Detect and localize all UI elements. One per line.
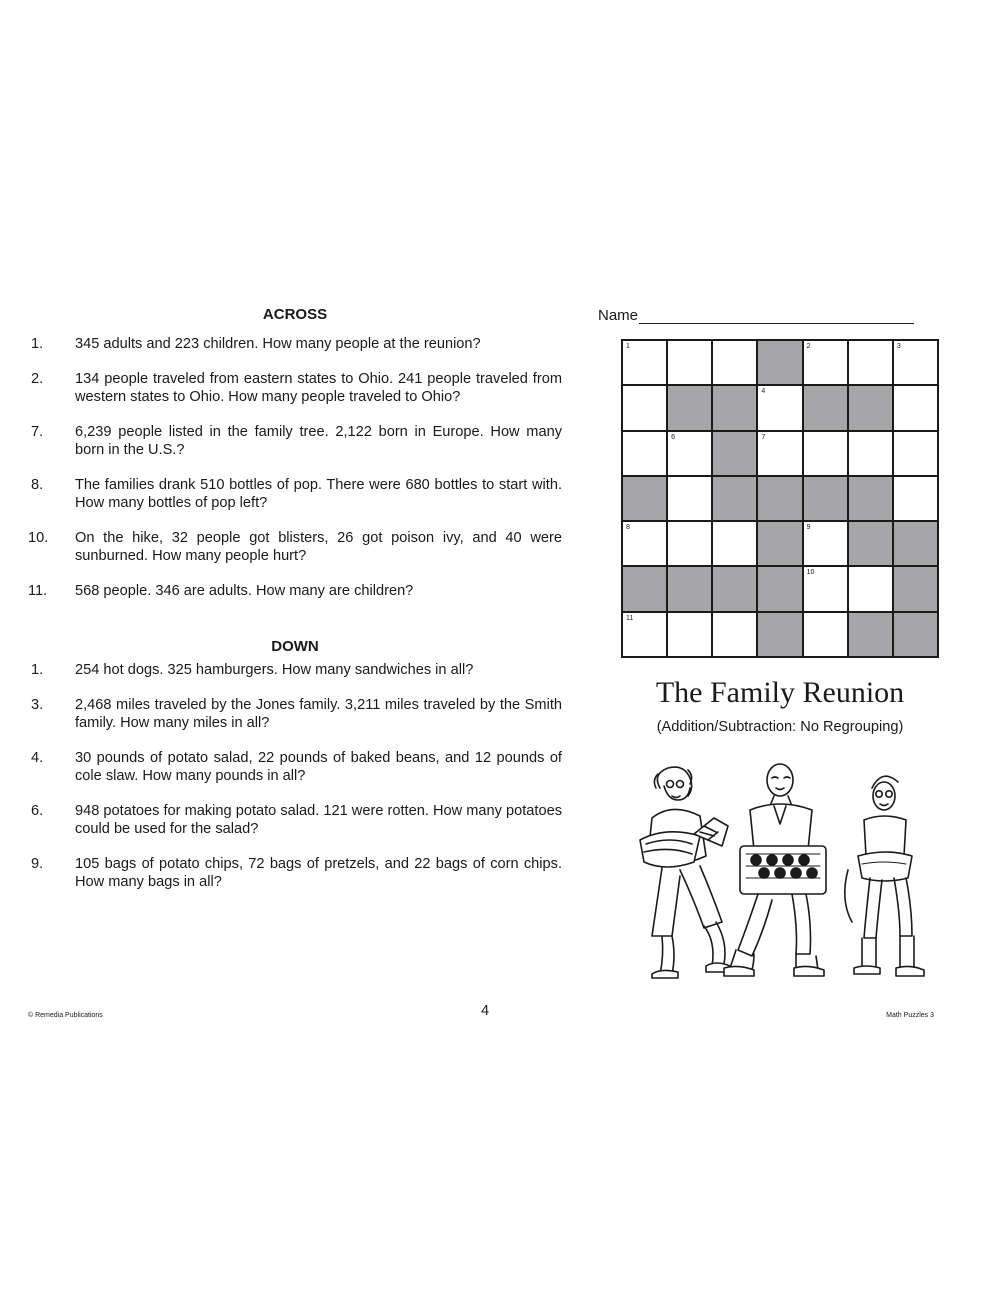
crossword-block (622, 566, 667, 611)
down-clues (28, 661, 562, 891)
crossword-cell[interactable] (712, 340, 757, 385)
down-clue-1: 1. 254 hot dogs. 325 hamburgers. How many sandwiches in all? (31, 662, 474, 678)
crossword-cell[interactable] (757, 385, 802, 430)
crossword-cell[interactable] (667, 476, 712, 521)
crossword-block (893, 566, 938, 611)
crossword-cell[interactable] (893, 431, 938, 476)
across-clue-11: 11. 568 people. 346 are adults. How many are children? (28, 583, 414, 599)
crossword-block (712, 385, 757, 430)
down-clue-6: 6. 948 potatoes for making potato salad. 121 were rotten. How many potatoes could be used for the salad? (31, 803, 562, 837)
crossword-cell[interactable] (803, 566, 848, 611)
crossword-block (848, 521, 893, 566)
down-clue-3: 3. 2,468 miles traveled by the Jones family. 3,211 miles traveled by the Smith family. How many miles in all? (31, 697, 562, 731)
crossword-cell[interactable] (893, 476, 938, 521)
clue-number: 8 (626, 524, 630, 532)
crossword-cell[interactable] (757, 431, 802, 476)
clue-number: 11 (626, 614, 634, 622)
crossword-cell[interactable] (848, 566, 893, 611)
down-clue-4: 4. 30 pounds of potato salad, 22 pounds of baked beans, and 12 pounds of cole slaw. How many pounds in all? (31, 750, 562, 784)
clue-number: 4 (761, 388, 766, 396)
crossword-cell[interactable] (712, 521, 757, 566)
crossword-block (757, 566, 802, 611)
crossword-block (712, 431, 757, 476)
crossword-cell[interactable] (622, 521, 667, 566)
crossword-cell[interactable] (667, 340, 712, 385)
crossword-block (803, 385, 848, 430)
man-figure (724, 764, 826, 976)
down-clue-9: 9. 105 bags of potato chips, 72 bags of pretzels, and 22 bags of corn chips. How many bags in all? (31, 856, 562, 890)
name-field[interactable] (598, 307, 914, 324)
crossword-cell[interactable] (712, 612, 757, 657)
crossword-cell[interactable] (803, 431, 848, 476)
footer-copyright: © Remedia Publications (28, 1012, 103, 1019)
crossword-cell[interactable] (803, 521, 848, 566)
crossword-block (757, 521, 802, 566)
crossword-block (848, 476, 893, 521)
crossword-cell[interactable] (622, 385, 667, 430)
down-heading: DOWN (271, 638, 319, 655)
crossword-grid (621, 339, 939, 658)
page-number: 4 (480, 1003, 490, 1019)
crossword-cell[interactable] (893, 340, 938, 385)
clue-number: 10 (806, 569, 815, 577)
across-clue-2: 2. 134 people traveled from eastern states to Ohio. 241 people traveled from western states to Ohio. How many people traveled to Ohio? (31, 371, 562, 405)
crossword-cell[interactable] (667, 431, 712, 476)
across-clue-10: 10. On the hike, 32 people got blisters, 26 got poison ivy, and 40 were sunburned. How many people hurt? (28, 530, 562, 564)
crossword-block (757, 612, 802, 657)
woman-figure (640, 767, 730, 978)
name-line[interactable] (639, 309, 914, 324)
crossword-block (712, 476, 757, 521)
across-clue-7: 7. 6,239 people listed in the family tree. 2,122 born in Europe. How many born in the U.S.? (31, 424, 562, 458)
across-heading: ACROSS (262, 306, 328, 323)
crossword-cell[interactable] (622, 340, 667, 385)
across-clue-8: 8. The families drank 510 bottles of pop. There were 680 bottles to start with. How many bottles of pop left? (31, 477, 562, 511)
crossword-block (667, 566, 712, 611)
crossword-cell[interactable] (848, 431, 893, 476)
page-title: The Family Reunion (655, 676, 905, 709)
crossword-cell[interactable] (803, 340, 848, 385)
footer-book-title: Math Puzzles 3 (886, 1012, 934, 1019)
clue-number: 2 (806, 343, 811, 350)
name-label: Name (598, 307, 639, 324)
boy-figure (845, 776, 924, 976)
clue-number: 6 (671, 433, 676, 441)
clue-number: 1 (626, 343, 630, 350)
clue-list (28, 306, 562, 908)
crossword-block (667, 385, 712, 430)
crossword-block (622, 476, 667, 521)
crossword-cell[interactable] (622, 431, 667, 476)
crossword-cell[interactable] (893, 385, 938, 430)
crossword-block (803, 476, 848, 521)
crossword-cell[interactable] (848, 340, 893, 385)
crossword-block (848, 385, 893, 430)
crossword-block (893, 612, 938, 657)
crossword-block (848, 612, 893, 657)
clue-number: 7 (761, 433, 766, 441)
crossword-cell[interactable] (622, 612, 667, 657)
crossword-cell[interactable] (667, 521, 712, 566)
crossword-cell[interactable] (803, 612, 848, 657)
crossword-block (757, 340, 802, 385)
crossword-block (712, 566, 757, 611)
across-clue-1: 1. 345 adults and 223 children. How many people at the reunion? (31, 336, 481, 352)
clue-number: 9 (806, 524, 811, 532)
crossword-block (893, 521, 938, 566)
clue-number: 3 (896, 343, 901, 350)
across-clues (28, 335, 562, 600)
crossword-cell[interactable] (667, 612, 712, 657)
crossword-block (757, 476, 802, 521)
page-subtitle: (Addition/Subtraction: No Regrouping) (656, 719, 904, 735)
family-illustration (622, 760, 942, 985)
